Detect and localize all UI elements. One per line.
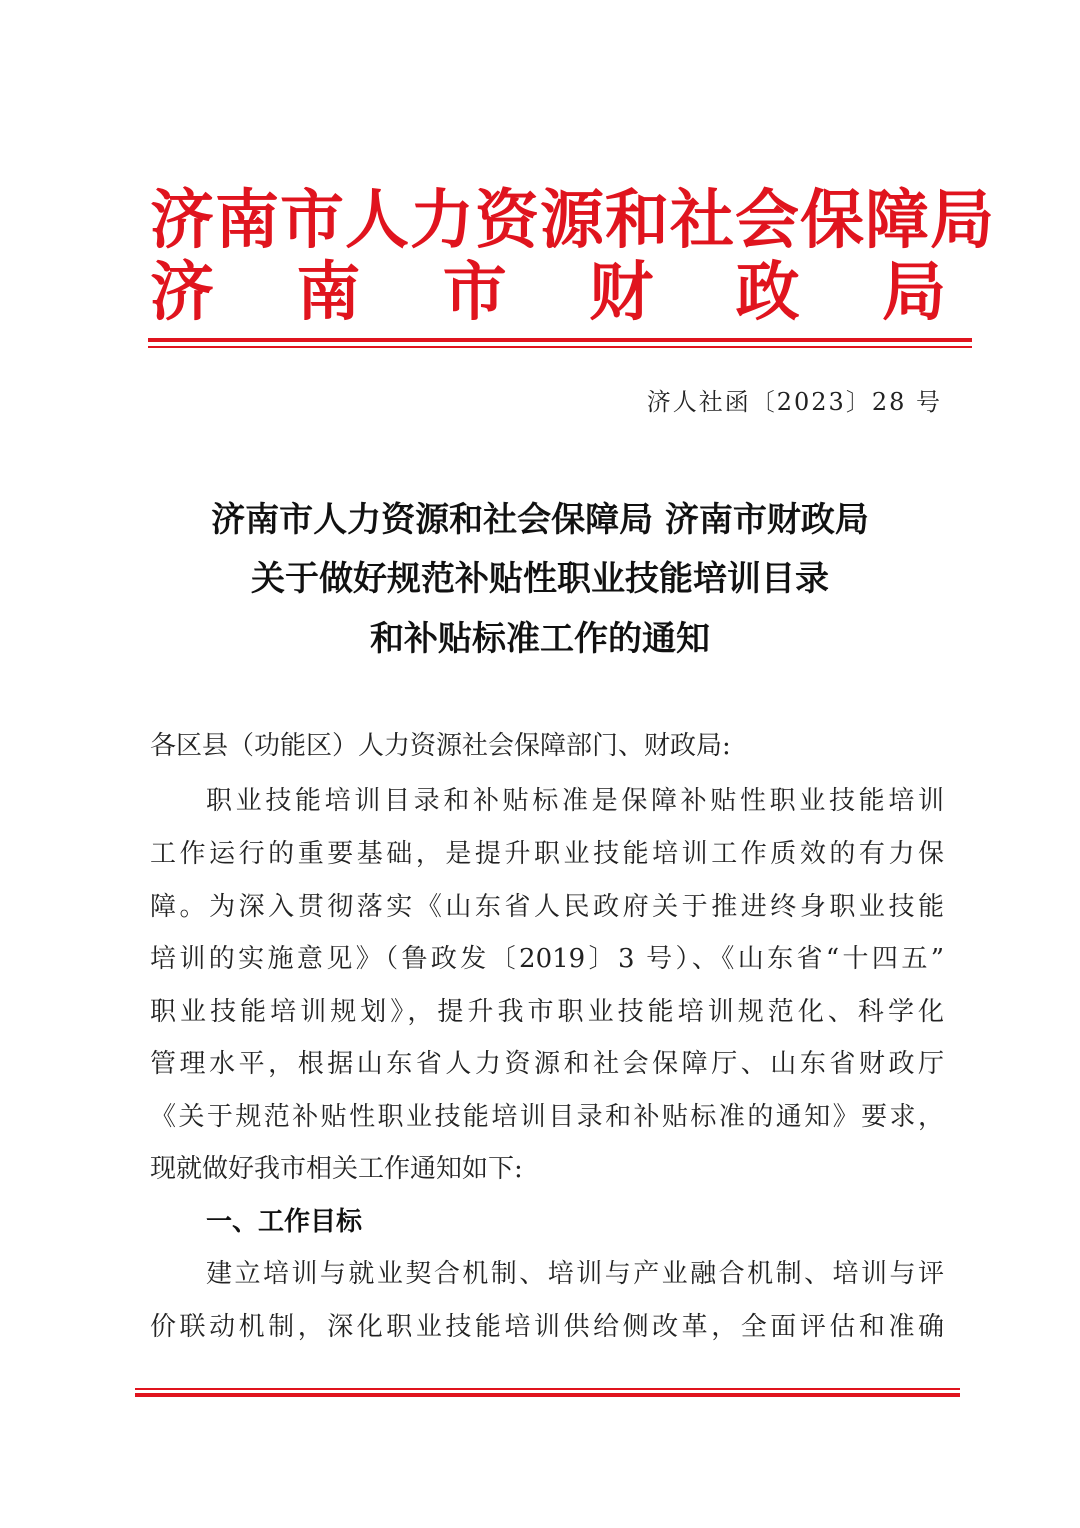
document-title-line-3: 和补贴标准工作的通知 xyxy=(370,619,710,659)
body-text-line: 现就做好我市相关工作通知如下: xyxy=(150,1154,523,1184)
body-text-line: 职业技能培训规划》，提升我市职业技能培训规范化、科学化 xyxy=(150,997,944,1027)
issuer-line-2-char: 政 xyxy=(735,255,800,330)
body-text-line: 《关于规范补贴性职业技能培训目录和补贴标准的通知》要求， xyxy=(150,1102,944,1132)
section-heading: 一、工作目标 xyxy=(206,1207,363,1237)
body-text-line: 工作运行的重要基础，是提升职业技能培训工作质效的有力保 xyxy=(150,839,944,869)
document-number: 济人社函〔2023〕28 号 xyxy=(646,388,942,416)
body-text-line: 管理水平，根据山东省人力资源和社会保障厅、山东省财政厅 xyxy=(150,1049,944,1079)
issuer-line-2-char: 济 xyxy=(150,255,214,330)
document-title-line-2: 关于做好规范补贴性职业技能培训目录 xyxy=(251,559,829,599)
issuer-line-2-char: 财 xyxy=(589,255,654,330)
header-divider-thick xyxy=(148,338,972,342)
body-text-line: 建立培训与就业契合机制、培训与产业融合机制、培训与评 xyxy=(206,1259,944,1289)
footer-divider-thick xyxy=(135,1393,960,1397)
document-title-line-1: 济南市人力资源和社会保障局 济南市财政局 xyxy=(211,500,869,540)
footer-divider-thin xyxy=(135,1388,960,1390)
issuer-line-2-char: 市 xyxy=(442,255,507,330)
issuer-line-2-char: 南 xyxy=(296,255,361,330)
issuer-line-1: 济南市人力资源和社会保障局 xyxy=(150,183,995,258)
header-divider-thin xyxy=(148,346,972,348)
body-text-line: 培训的实施意见》（鲁政发〔2019〕3 号）、《山东省“十四五” xyxy=(150,944,944,974)
body-text-line: 障。为深入贯彻落实《山东省人民政府关于推进终身职业技能 xyxy=(150,892,944,922)
issuer-line-2-char: 局 xyxy=(881,255,946,330)
salutation: 各区县（功能区）人力资源社会保障部门、财政局: xyxy=(150,731,731,761)
body-text-line: 价联动机制，深化职业技能培训供给侧改革，全面评估和准确 xyxy=(150,1312,944,1342)
body-text-line: 职业技能培训目录和补贴标准是保障补贴性职业技能培训 xyxy=(206,786,944,816)
issuer-line-2 xyxy=(150,255,946,330)
